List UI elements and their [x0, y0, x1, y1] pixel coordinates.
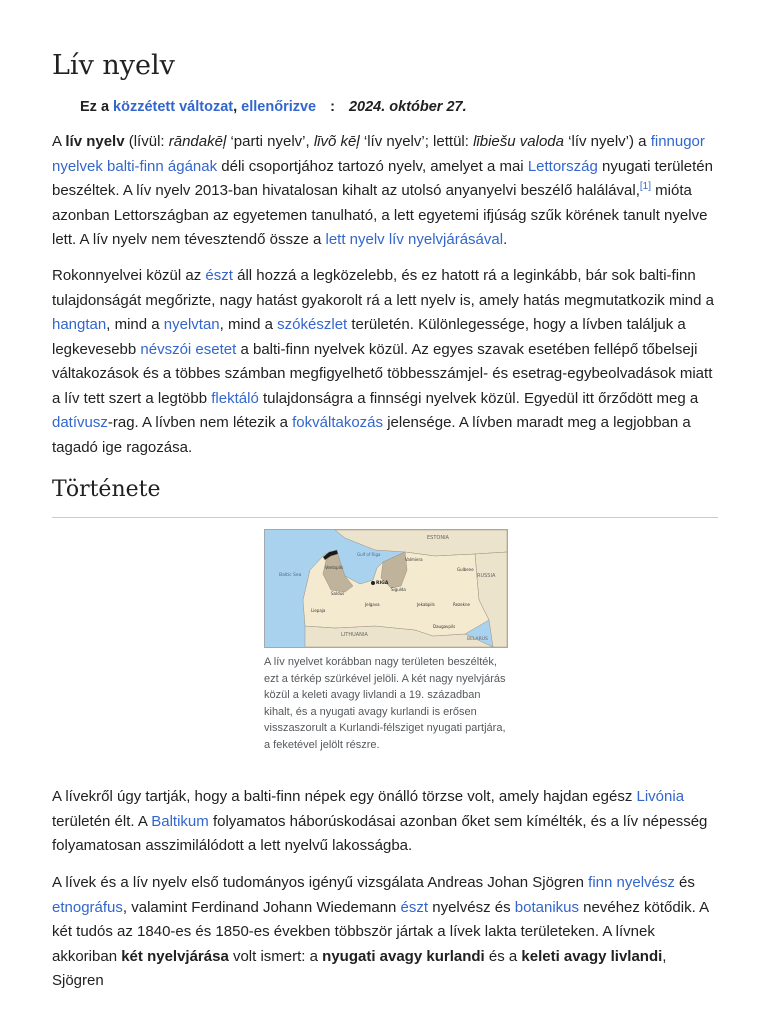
- map-svg: [265, 530, 507, 647]
- text: déli csoportjához tartozó nyelv, amelyet a mai: [217, 157, 528, 175]
- relatives-paragraph: [52, 264, 720, 460]
- text: területén élt. A: [52, 812, 152, 830]
- label-gulf-of-riga: Gulf of Riga: [357, 552, 381, 557]
- map-figure: [264, 529, 508, 753]
- bold-term: lív nyelv: [65, 133, 125, 150]
- history-paragraph-1: [52, 785, 720, 859]
- link-nevszoi-eset[interactable]: névszói esetet: [140, 340, 237, 358]
- label-gulbene: Gulbene: [457, 567, 474, 572]
- revision-separator: :: [330, 99, 335, 115]
- text: (lívül:: [124, 133, 169, 150]
- text: , mind a: [219, 316, 278, 333]
- text: tulajdonságra a finnségi nyelvek közül. Egyedül itt őrződött meg a: [258, 389, 699, 407]
- text: nyugati területén beszéltek. A lív nyelv 2013-ban hivatalosan kihalt az utolsó anyanyelvi beszélő halálával,: [52, 157, 713, 199]
- label-lithuania: LITHUANIA: [341, 632, 368, 638]
- link-hangtan[interactable]: hangtan: [52, 316, 107, 333]
- bold-term: nyugati avagy kurlandi: [322, 947, 485, 965]
- text: jelensége. A lívben maradt meg a legjobban a tagadó ige ragozása.: [52, 414, 691, 456]
- link-botanikus[interactable]: botanikus: [514, 898, 579, 916]
- text: A lívek és a lív nyelv első tudományos igényű vizsgálata Andreas Johan Sjögren: [52, 874, 589, 891]
- label-sigulda: Sigulda: [391, 587, 406, 592]
- link-livonia[interactable]: Livónia: [636, 788, 685, 805]
- text: ‘lív nyelv’; lettül:: [359, 133, 474, 150]
- text: , mind a: [106, 316, 164, 333]
- label-saldus: Saldus: [331, 591, 345, 596]
- livonian-map[interactable]: [264, 529, 508, 648]
- bold-term: keleti avagy livlandi: [521, 947, 663, 965]
- text: ‘parti nyelv’,: [226, 133, 314, 150]
- label-daugavpils: Daugavpils: [433, 624, 456, 629]
- link-lettorszag[interactable]: Lettország: [527, 157, 598, 175]
- link-flektalo[interactable]: flektáló: [211, 389, 259, 407]
- italic-term: lībiešu valoda: [473, 133, 564, 150]
- revision-notice: [80, 99, 467, 115]
- label-russia: RUSSIA: [477, 573, 496, 579]
- link-finnugor[interactable]: finnugor nyelvek: [52, 133, 705, 175]
- link-fokvaltakozas[interactable]: fokváltakozás: [292, 414, 384, 431]
- text: és a: [484, 947, 522, 965]
- text: , valamint Ferdinand Johann Wiedemann: [122, 898, 401, 916]
- bold-term: két nyelvjárása: [121, 947, 229, 965]
- text: folyamatos háborúskodásai azonban őket sem kímélték, és a lív népesség folyamatosan asszimilálódott a lett nyelvű lakosságba.: [52, 812, 708, 854]
- page-title: Lív nyelv: [52, 50, 175, 81]
- label-valmiera: Valmiera: [405, 557, 423, 562]
- text: A: [52, 133, 66, 150]
- italic-term: līvõ kēļ: [313, 133, 360, 150]
- link-baltikum[interactable]: Baltikum: [151, 812, 209, 830]
- text: .: [503, 231, 508, 248]
- history-paragraph-2: [52, 871, 720, 994]
- revision-prefix: Ez a: [80, 99, 110, 115]
- label-estonia: ESTONIA: [427, 535, 449, 541]
- text: területén. Különlegessége, hogy a lívben találjuk a legkevesebb: [52, 316, 686, 358]
- label-jelgava: Jelgava: [365, 602, 380, 607]
- italic-term: rāndakēļ: [168, 133, 227, 150]
- text: volt ismert: a: [228, 947, 323, 965]
- reviewed-link[interactable]: ellenőrizve: [241, 99, 317, 115]
- text: nyelvész és: [428, 898, 515, 916]
- reference-link[interactable]: [1]: [639, 181, 651, 192]
- link-eszt-2[interactable]: észt: [400, 898, 429, 916]
- text: nevéhez kötődik. A két tudós az 1840-es és 1850-es években többször jártak a lívek lakta területeken. A lívnek akkoriban: [52, 898, 709, 965]
- revision-date: 2024. október 27.: [348, 99, 467, 115]
- published-version-link[interactable]: közzétett változat: [113, 99, 234, 115]
- text: ‘lív nyelv’) a: [563, 133, 651, 150]
- section-heading-tortenete: Története: [52, 477, 161, 502]
- text: , Sjögren: [52, 947, 667, 989]
- text: -rag. A lívben nem létezik a: [107, 414, 293, 431]
- link-finn-nyelvesz[interactable]: finn nyelvész: [588, 874, 675, 891]
- label-liepaja: Liepaja: [311, 608, 326, 613]
- riga-marker: [371, 581, 375, 585]
- text: A lívekről úgy tartják, hogy a balti-finn népek egy önálló törzse volt, amely hajdan egész: [52, 788, 637, 805]
- link-balti-finn[interactable]: balti-finn ágának: [107, 157, 218, 175]
- text: a balti-finn nyelvek közül. Az egyes szavak esetében fellépő tőbelseji váltakozások és a többes számban megfigyelhető többesszámjel- és esetrag-egybeolvadások miatt a lív tett szert a legtöbb: [52, 340, 713, 407]
- link-szokeszlet[interactable]: szókészlet: [277, 316, 348, 333]
- revision-comma: ,: [233, 99, 238, 115]
- label-baltic-sea: Baltic Sea: [279, 573, 302, 578]
- label-ventspils: Ventspils: [325, 565, 343, 570]
- link-etnografus[interactable]: etnográfus: [52, 898, 123, 916]
- link-nyelvtan[interactable]: nyelvtan: [163, 316, 220, 333]
- map-caption: A lív nyelvet korábban nagy területen beszélték, ezt a térkép szürkével jelöli. A két nagy nyelvjárás közül a keleti avagy livlandi a 19. században kihalt, és a nyugati avagy kurlandi is erősen visszaszorult a Kurlandi-félsziget nyugati partjára, a feketével jelölt részre.: [264, 656, 506, 751]
- link-eszt[interactable]: észt: [205, 267, 233, 284]
- intro-paragraph: [52, 130, 720, 253]
- section-divider: [52, 517, 718, 518]
- label-belarus: BELARUS: [467, 637, 488, 642]
- link-dativusz[interactable]: datívusz: [52, 414, 108, 431]
- label-rezekne: Rezekne: [453, 602, 470, 607]
- label-jekabpils: Jekabpils: [417, 602, 435, 607]
- text: Rokonnyelvei közül az: [52, 267, 206, 284]
- label-riga: RIGA: [376, 581, 389, 586]
- text: áll hozzá a legközelebb, és ez hatott rá a leginkább, bár sok balti-finn tulajdonságát megőrizte, nagy hatást gyakorolt rá a lett nyelv is, amely hatás megmutatkozik mind a: [52, 267, 714, 309]
- link-lett-nyelv[interactable]: lett nyelv lív nyelvjárásával: [325, 231, 504, 248]
- text: és: [674, 874, 695, 891]
- text: mióta azonban Lettországban az egyetemen tanulható, a lett egyetemi ifjúság szűk körének tanult nyelve lett. A lív nyelv nem tévesztendő össze a: [52, 182, 708, 248]
